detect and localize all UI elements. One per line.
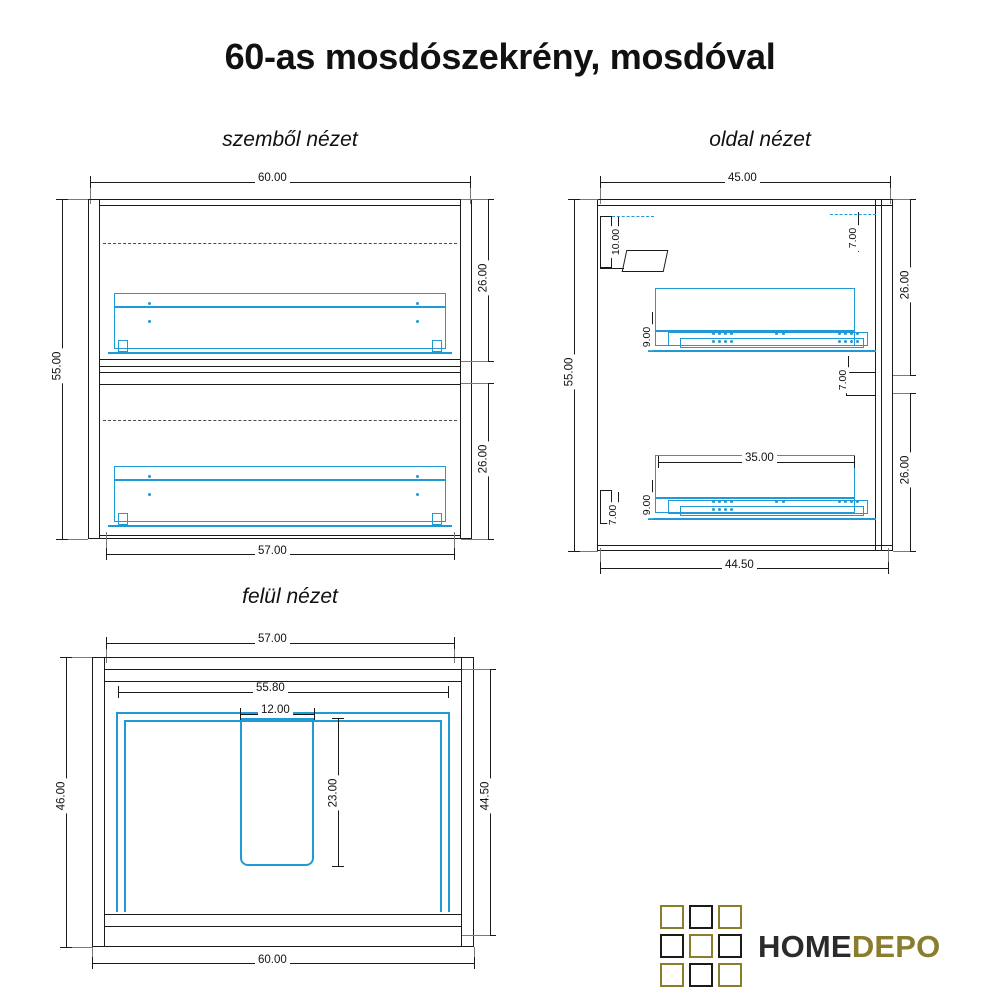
side-dim-offset-7-top: 7.00 — [847, 225, 859, 251]
side-dim-lower-height: 26.00 — [899, 453, 911, 488]
side-dim-offset-7-mid: 7.00 — [837, 367, 849, 393]
top-dim-depth-inner: 44.50 — [479, 779, 491, 814]
front-lower-bracket-left — [118, 513, 128, 525]
front-height-ext-top — [68, 199, 88, 200]
side-dim-top-depth: 45.00 — [725, 172, 760, 184]
side-view-label: oldal nézet — [709, 128, 811, 151]
side-dim-total-height: 55.00 — [563, 355, 575, 390]
side-height-ext-bottom — [580, 551, 598, 552]
front-top-dim-tick-left — [90, 176, 91, 188]
front-upper-blue-base — [108, 352, 452, 354]
front-lower-ext-top — [461, 383, 488, 384]
side-dim-rail-length: 35.00 — [742, 452, 777, 464]
side-dim-bottom-depth: 44.50 — [722, 559, 757, 571]
side-top-tick-right — [890, 176, 891, 188]
top-dim4450-ext-bottom — [462, 935, 490, 936]
front-bottom-tick-left — [106, 548, 107, 560]
front-upper-drawer-dash — [103, 243, 457, 244]
side-back-panel-upper-2 — [875, 199, 876, 375]
side-bottom-ext-right — [888, 548, 889, 562]
top-dim46-ext-top — [72, 657, 92, 658]
front-divider-1 — [99, 366, 461, 367]
side-bracket-arm — [600, 268, 624, 269]
front-lower-blue-rail — [114, 479, 446, 481]
logo-grid-icon — [660, 905, 746, 991]
front-dim-lower-height: 26.00 — [477, 442, 489, 477]
side-dim-offset-9-upper: 9.00 — [641, 324, 653, 350]
logo-wordmark — [758, 929, 940, 965]
top-dim-width-inner: 57.00 — [255, 633, 290, 645]
front-dim-total-height: 55.00 — [51, 349, 63, 384]
side-dim-offset-7-lower: 7.00 — [607, 502, 619, 528]
top-dim-width-outer: 60.00 — [255, 954, 290, 966]
side-bottom-panel — [597, 545, 893, 546]
top-dim23-tick-top — [332, 718, 344, 719]
front-height-ext-bottom — [68, 539, 88, 540]
top-dim60-tick-left — [92, 957, 93, 969]
side-height-tick-bottom — [568, 551, 580, 552]
top-dim5580-tick-left — [118, 686, 119, 698]
front-lower-dot-3 — [416, 475, 419, 478]
side-bottom-ext-left — [600, 548, 601, 562]
front-height-tick-bottom — [56, 539, 68, 540]
front-lower-blue-base — [108, 525, 452, 527]
top-dim23-tick-bottom — [332, 866, 344, 867]
front-upper-drawer-blue-box — [114, 293, 446, 349]
front-upper-dot-3 — [416, 302, 419, 305]
front-upper-bracket-right — [432, 340, 442, 352]
front-view-label: szemből nézet — [222, 128, 358, 151]
top-dim-basin-width: 55.80 — [253, 682, 288, 694]
front-upper-dot-4 — [416, 320, 419, 323]
top-dim46-ext-bottom — [72, 947, 92, 948]
side-upper-shelf — [648, 350, 876, 352]
front-divider-2 — [99, 372, 461, 373]
top-dim5580-tick-right — [448, 686, 449, 698]
front-dim-top-width: 60.00 — [255, 172, 290, 184]
front-lower-drawer-dash — [103, 420, 457, 421]
front-upper-dot-2 — [148, 320, 151, 323]
front-dim-bottom-width: 57.00 — [255, 545, 290, 557]
logo-text-depo: DEPO — [851, 929, 941, 964]
front-lower-dot-4 — [416, 493, 419, 496]
top-dim60-ext-right — [474, 947, 475, 957]
side-rail-tick-right — [854, 456, 855, 468]
top-dim12-tick-left — [240, 708, 241, 720]
top-back-edge-2 — [104, 926, 462, 927]
page-title: 60-as mosdószekrény, mosdóval — [224, 36, 776, 77]
front-upper-ext-bottom — [461, 361, 488, 362]
side-mid-bracket — [846, 372, 876, 396]
side-lower-rail-2 — [680, 506, 864, 516]
side-bottom-tick-left — [600, 562, 601, 574]
side-lower-ext-bottom — [893, 551, 910, 552]
top-dim12-tick-right — [314, 708, 315, 720]
front-lower-bracket-right — [432, 513, 442, 525]
top-basin-cutout — [240, 718, 314, 866]
side-upper-rail-2 — [680, 338, 864, 348]
front-lower-dot-1 — [148, 475, 151, 478]
front-upper-blue-rail — [114, 306, 446, 308]
front-bottom-ext-right — [454, 532, 455, 548]
front-bottom-ext-left — [106, 532, 107, 548]
side-top-panel — [597, 205, 893, 206]
side-height-tick-top — [568, 199, 580, 200]
front-upper-dot-1 — [148, 302, 151, 305]
top-dim-cutout-depth: 23.00 — [327, 776, 339, 811]
front-lower-ext-bottom — [461, 539, 488, 540]
side-dash10 — [612, 216, 654, 217]
top-dim60-ext-left — [92, 947, 93, 957]
side-dim-upper-height: 26.00 — [899, 268, 911, 303]
top-dim60-tick-right — [474, 957, 475, 969]
top-front-edge-1 — [104, 669, 462, 670]
side-upper-ext-bottom — [893, 375, 910, 376]
side-bottom-tick-right — [888, 562, 889, 574]
side-lower-ext-top — [893, 393, 910, 394]
side-lower-shelf — [648, 518, 876, 520]
top-dim57-tick-right — [454, 637, 455, 649]
top-dim-depth-outer: 46.00 — [55, 779, 67, 814]
front-lower-drawer-blue-box — [114, 466, 446, 522]
side-dash7top — [830, 214, 876, 215]
logo-text-home: HOME — [758, 929, 852, 964]
top-dim46-tick-top — [60, 657, 72, 658]
top-dim-cutout-width: 12.00 — [258, 704, 293, 716]
side-back-panel-upper — [881, 199, 882, 375]
front-top-dim-tick-right — [470, 176, 471, 188]
top-back-edge-1 — [104, 914, 462, 915]
side-back-panel-lower — [881, 375, 882, 551]
side-rail-tick-left — [658, 456, 659, 468]
side-height-ext-top — [580, 199, 598, 200]
homedepo-logo[interactable] — [660, 905, 980, 985]
front-upper-ext-top — [461, 199, 488, 200]
front-height-tick-top — [56, 199, 68, 200]
front-upper-bracket-left — [118, 340, 128, 352]
top-dim4450-ext-top — [462, 669, 490, 670]
top-view-label: felül nézet — [242, 585, 338, 608]
side-back-panel-lower-2 — [875, 375, 876, 551]
side-bracket-plate — [622, 250, 669, 272]
top-dim46-tick-bottom — [60, 947, 72, 948]
side-top-tick-left — [600, 176, 601, 188]
front-dim-upper-height: 26.00 — [477, 261, 489, 296]
side-dim-offset-9-lower: 9.00 — [641, 492, 653, 518]
side-lower-drawer-base — [655, 497, 855, 499]
front-bottom-tick-right — [454, 548, 455, 560]
side-upper-ext-top — [893, 199, 910, 200]
front-lower-dot-2 — [148, 493, 151, 496]
side-dim-offset-10: 10.00 — [610, 226, 622, 258]
top-dim57-tick-left — [106, 637, 107, 649]
